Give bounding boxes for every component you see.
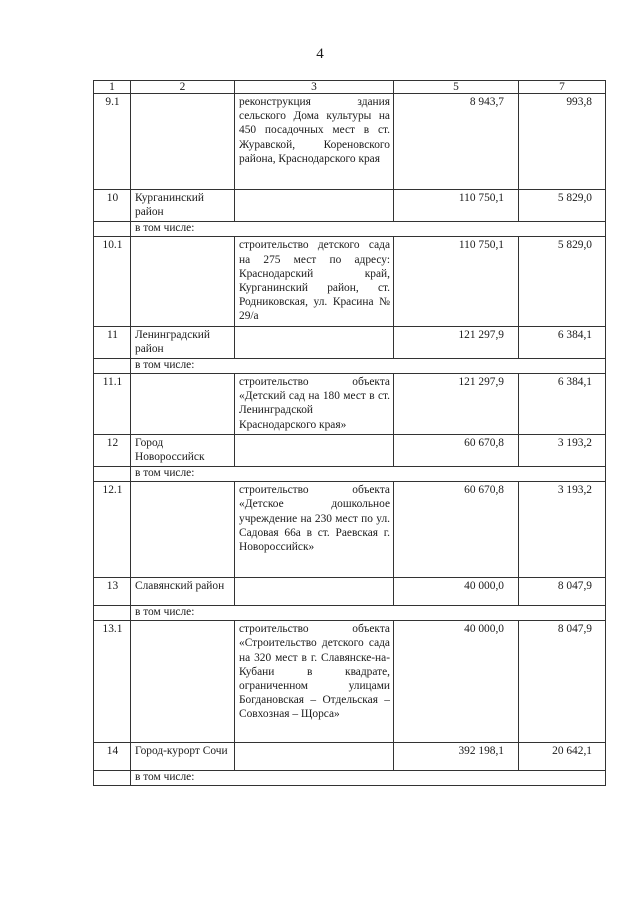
district-name: Славянский район bbox=[131, 578, 235, 606]
district-name bbox=[131, 374, 235, 435]
row-number: 9.1 bbox=[94, 94, 131, 190]
district-name: Курганинский район bbox=[131, 190, 235, 222]
district-row bbox=[94, 190, 606, 222]
row-number: 10 bbox=[94, 190, 131, 222]
project-row bbox=[94, 621, 606, 743]
amount-col7: 3 193,2 bbox=[519, 434, 606, 466]
amount-col5: 121 297,9 bbox=[394, 326, 519, 358]
page-number: 4 bbox=[316, 46, 324, 62]
in-total-label: в том числе: bbox=[131, 467, 606, 482]
project-row bbox=[94, 94, 606, 190]
project-description: реконструкция здания сельского Дома культуры на 450 посадочных мест в ст. Журавской, Кореновского района, Краснодарского края bbox=[235, 94, 394, 190]
amount-col7: 3 193,2 bbox=[519, 482, 606, 578]
budget-table bbox=[93, 80, 606, 786]
in-total-label: в том числе: bbox=[131, 359, 606, 374]
amount-col5: 60 670,8 bbox=[394, 482, 519, 578]
district-row bbox=[94, 743, 606, 771]
amount-col5: 110 750,1 bbox=[394, 190, 519, 222]
project-row bbox=[94, 374, 606, 435]
amount-col7: 8 047,9 bbox=[519, 621, 606, 743]
project-description bbox=[235, 743, 394, 771]
district-row bbox=[94, 578, 606, 606]
amount-col7: 20 642,1 bbox=[519, 743, 606, 771]
row-number: 12 bbox=[94, 434, 131, 466]
spacer-cell bbox=[94, 606, 131, 621]
subtotal-label-row bbox=[94, 222, 606, 237]
district-name bbox=[131, 94, 235, 190]
amount-col5: 110 750,1 bbox=[394, 237, 519, 326]
amount-col5: 8 943,7 bbox=[394, 94, 519, 190]
district-name: Город Новороссийск bbox=[131, 434, 235, 466]
in-total-label: в том числе: bbox=[131, 606, 606, 621]
amount-col5: 40 000,0 bbox=[394, 621, 519, 743]
district-name: Ленинградский район bbox=[131, 326, 235, 358]
spacer-cell bbox=[94, 359, 131, 374]
project-description bbox=[235, 434, 394, 466]
row-number: 13 bbox=[94, 578, 131, 606]
amount-col7: 993,8 bbox=[519, 94, 606, 190]
project-row bbox=[94, 482, 606, 578]
header-cell-3: 3 bbox=[235, 81, 394, 94]
row-number: 12.1 bbox=[94, 482, 131, 578]
subtotal-label-row bbox=[94, 606, 606, 621]
amount-col7: 5 829,0 bbox=[519, 237, 606, 326]
project-description bbox=[235, 190, 394, 222]
row-number: 10.1 bbox=[94, 237, 131, 326]
spacer-cell bbox=[94, 222, 131, 237]
project-description bbox=[235, 578, 394, 606]
project-description: строительство детского сада на 275 мест по адресу: Краснодарский край, Курганинский район, ст. Родниковская, ул. Красина № 29/а bbox=[235, 237, 394, 326]
district-name bbox=[131, 482, 235, 578]
project-description: строительство объекта «Детский сад на 180 мест в ст. Ленинградской Краснодарского края» bbox=[235, 374, 394, 435]
table-header-row bbox=[94, 81, 606, 94]
amount-col7: 8 047,9 bbox=[519, 578, 606, 606]
in-total-label: в том числе: bbox=[131, 771, 606, 786]
header-cell-2: 2 bbox=[131, 81, 235, 94]
amount-col7: 6 384,1 bbox=[519, 326, 606, 358]
header-cell-5: 5 bbox=[394, 81, 519, 94]
project-description bbox=[235, 326, 394, 358]
district-name bbox=[131, 237, 235, 326]
row-number: 11 bbox=[94, 326, 131, 358]
spacer-cell bbox=[94, 771, 131, 786]
amount-col7: 6 384,1 bbox=[519, 374, 606, 435]
row-number: 14 bbox=[94, 743, 131, 771]
spacer-cell bbox=[94, 467, 131, 482]
project-description: строительство объекта «Детское дошкольное учреждение на 230 мест по ул. Садовая 66а в ст. Раевская г. Новороссийск» bbox=[235, 482, 394, 578]
subtotal-label-row bbox=[94, 771, 606, 786]
in-total-label: в том числе: bbox=[131, 222, 606, 237]
district-name: Город-курорт Сочи bbox=[131, 743, 235, 771]
row-number: 13.1 bbox=[94, 621, 131, 743]
amount-col5: 60 670,8 bbox=[394, 434, 519, 466]
row-number: 11.1 bbox=[94, 374, 131, 435]
project-row bbox=[94, 237, 606, 326]
header-cell-7: 7 bbox=[519, 81, 606, 94]
district-row bbox=[94, 434, 606, 466]
project-description: строительство объекта «Строительство детского сада на 320 мест в г. Славянске-на-Кубани в квадрате, ограниченном улицами Богдановская – Отдельская – Совхозная – Щорса» bbox=[235, 621, 394, 743]
district-row bbox=[94, 326, 606, 358]
amount-col7: 5 829,0 bbox=[519, 190, 606, 222]
subtotal-label-row bbox=[94, 467, 606, 482]
amount-col5: 392 198,1 bbox=[394, 743, 519, 771]
district-name bbox=[131, 621, 235, 743]
header-cell-1: 1 bbox=[94, 81, 131, 94]
subtotal-label-row bbox=[94, 359, 606, 374]
amount-col5: 40 000,0 bbox=[394, 578, 519, 606]
amount-col5: 121 297,9 bbox=[394, 374, 519, 435]
